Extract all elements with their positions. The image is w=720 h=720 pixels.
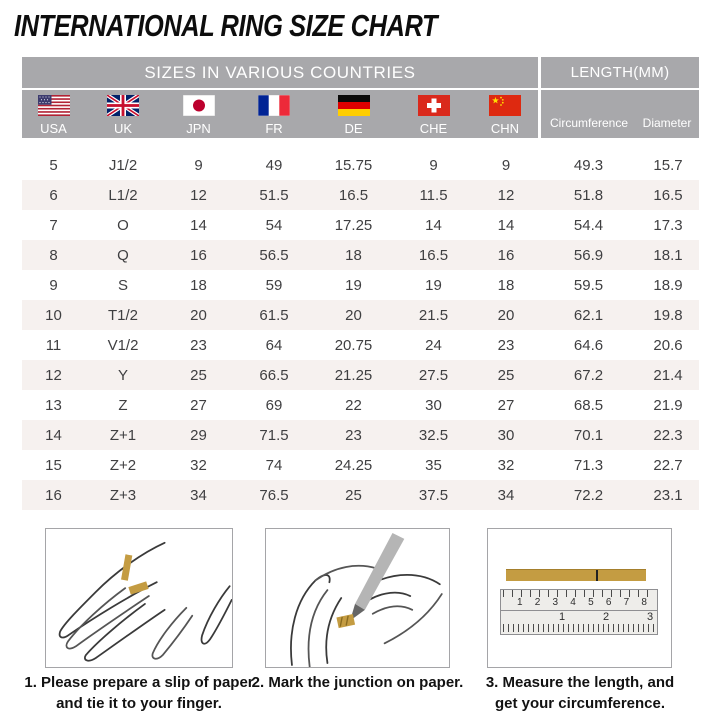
table-cell: 59 — [265, 276, 283, 294]
paper-strip — [506, 569, 646, 581]
country-label-fr: FR — [265, 121, 283, 136]
column-jpn — [161, 90, 236, 138]
table-cell: 16 — [45, 486, 62, 504]
measuring-steps — [0, 528, 720, 720]
table-cell: O — [117, 216, 129, 234]
table-cell: Z+2 — [109, 456, 137, 474]
junction-mark — [596, 570, 598, 581]
step2-illustration — [265, 528, 450, 668]
table-cell: 13 — [45, 396, 62, 414]
table-cell: 76.5 — [259, 486, 289, 504]
table-cell: 16.5 — [338, 186, 369, 204]
table-cell: 62.1 — [573, 306, 604, 324]
table-cell: L1/2 — [108, 186, 138, 204]
table-cell: 8 — [49, 246, 58, 264]
flag-chn-icon — [489, 95, 521, 116]
table-cell: Z — [118, 396, 128, 414]
table-cell: 15.7 — [653, 156, 683, 174]
table-row — [22, 210, 699, 240]
ruler-cm-ticks — [503, 590, 655, 597]
table-cell: 25 — [190, 366, 207, 384]
table-cell: 37.5 — [418, 486, 449, 504]
table-cell: 14 — [190, 216, 207, 234]
table-cell: Z+3 — [109, 486, 137, 504]
table-cell: 18 — [497, 276, 515, 294]
table-cell: 25 — [497, 366, 515, 384]
header-length-mm: LENGTH(MM) — [541, 57, 699, 88]
table-cell: 20 — [190, 306, 207, 324]
step2-caption: 2. Mark the junction on paper. — [251, 674, 464, 691]
table-cell: 25 — [345, 486, 362, 504]
ruler — [500, 589, 658, 635]
table-cell: 17.25 — [334, 216, 373, 234]
table-cell: 66.5 — [259, 366, 289, 384]
table-cell: 16 — [190, 246, 207, 264]
table-cell: 18.1 — [653, 246, 683, 264]
table-cell: 61.5 — [259, 306, 289, 324]
table-cell: 15 — [45, 456, 62, 474]
table-cell: 59.5 — [573, 276, 604, 294]
table-cell: 10 — [45, 306, 62, 324]
table-header — [22, 57, 699, 88]
table-cell: 20 — [345, 306, 362, 324]
table-cell: 54 — [265, 216, 283, 234]
table-cell: 20.6 — [653, 336, 683, 354]
table-cell: T1/2 — [107, 306, 138, 324]
table-cell: 18.9 — [653, 276, 683, 294]
table-cell: 18 — [345, 246, 362, 264]
table-cell: 30 — [425, 396, 442, 414]
page-title: INTERNATIONAL RING SIZE CHART — [14, 8, 438, 43]
table-cell: Q — [117, 246, 129, 264]
hand-with-paper-strip-illustration — [46, 529, 232, 667]
table-cell: 21.9 — [653, 396, 683, 414]
table-cell: 72.2 — [573, 486, 604, 504]
step1-caption: 1. Please prepare a slip of paper and tie it to your finger. — [24, 674, 254, 712]
table-cell: 64.6 — [573, 336, 604, 354]
table-cell: 9 — [429, 156, 438, 174]
table-cell: 34 — [497, 486, 515, 504]
column-che — [395, 90, 472, 138]
table-cell: 14 — [45, 426, 62, 444]
table-cell: S — [117, 276, 128, 294]
table-cell: 5 — [49, 156, 58, 174]
step1-illustration — [45, 528, 233, 668]
table-cell: 54.4 — [573, 216, 604, 234]
column-chn — [472, 90, 538, 138]
table-cell: 14 — [425, 216, 442, 234]
table-cell: 71.3 — [573, 456, 604, 474]
table-cell: 23 — [190, 336, 207, 354]
table-cell: Z+1 — [109, 426, 137, 444]
step3-illustration — [487, 528, 672, 668]
table-row — [22, 300, 699, 330]
table-cell: 18 — [190, 276, 207, 294]
table-cell: 20 — [497, 306, 515, 324]
table-row — [22, 360, 699, 390]
table-cell: 68.5 — [573, 396, 604, 414]
table-cell: 32.5 — [418, 426, 449, 444]
table-cell: 12 — [497, 186, 515, 204]
ring-size-table-body — [22, 150, 699, 510]
table-cell: 16.5 — [418, 246, 449, 264]
table-cell: 30 — [497, 426, 515, 444]
table-cell: 70.1 — [573, 426, 604, 444]
column-usa — [22, 90, 85, 138]
flag-usa-icon — [38, 95, 70, 116]
table-cell: 49.3 — [573, 156, 604, 174]
table-cell: 22.3 — [653, 426, 683, 444]
table-cell: 17.3 — [653, 216, 683, 234]
table-cell: 14 — [497, 216, 515, 234]
table-row — [22, 390, 699, 420]
table-cell: 20.75 — [334, 336, 373, 354]
country-label-usa: USA — [40, 121, 67, 136]
table-cell: 11.5 — [419, 186, 448, 204]
table-row — [22, 330, 699, 360]
ruler-inch-ticks — [503, 624, 655, 632]
column-label-diameter: Diameter — [642, 116, 692, 130]
table-cell: 23.1 — [653, 486, 683, 504]
table-cell: 27.5 — [418, 366, 449, 384]
table-cell: 67.2 — [573, 366, 604, 384]
table-row — [22, 450, 699, 480]
table-cell: 69 — [265, 396, 283, 414]
table-cell: 21.4 — [653, 366, 683, 384]
ruler-inch-numbers: 1 2 3 — [559, 611, 654, 623]
table-cell: V1/2 — [107, 336, 139, 354]
table-cell: 21.5 — [418, 306, 449, 324]
table-cell: 56.9 — [573, 246, 604, 264]
table-cell: 32 — [497, 456, 515, 474]
column-de — [312, 90, 395, 138]
column-fr — [236, 90, 312, 138]
flag-che-icon — [418, 95, 450, 116]
pen-icon — [355, 533, 404, 610]
table-cell: 49 — [265, 156, 283, 174]
flag-uk-icon — [107, 95, 139, 116]
table-row — [22, 150, 699, 180]
table-cell: 12 — [45, 366, 62, 384]
table-cell: 12 — [190, 186, 207, 204]
country-label-de: DE — [344, 121, 363, 136]
table-cell: 24 — [425, 336, 442, 354]
country-label-che: CHE — [419, 121, 448, 136]
table-row — [22, 480, 699, 510]
table-cell: 35 — [425, 456, 442, 474]
table-row — [22, 420, 699, 450]
column-uk — [85, 90, 161, 138]
marking-hand-with-pen-illustration — [266, 529, 449, 667]
step3-caption: 3. Measure the length, and get your circumference. — [485, 674, 675, 712]
flag-de-icon — [338, 95, 370, 116]
country-flags-row — [22, 90, 699, 138]
table-cell: 7 — [49, 216, 58, 234]
table-cell: 64 — [265, 336, 283, 354]
table-cell: 22.7 — [653, 456, 683, 474]
flag-fr-icon — [258, 95, 290, 116]
table-cell: 74 — [265, 456, 283, 474]
table-cell: 56.5 — [259, 246, 289, 264]
table-cell: 9 — [194, 156, 203, 174]
table-cell: 21.25 — [334, 366, 373, 384]
table-cell: 51.8 — [573, 186, 604, 204]
table-cell: 9 — [49, 276, 58, 294]
flag-jpn-icon — [183, 95, 215, 116]
table-cell: 23 — [497, 336, 515, 354]
table-cell: J1/2 — [108, 156, 138, 174]
country-label-jpn: JPN — [186, 121, 211, 136]
table-cell: 6 — [49, 186, 58, 204]
flags-section — [22, 90, 538, 138]
column-label-circumference: Circumference — [549, 116, 629, 130]
table-cell: 27 — [497, 396, 515, 414]
ring-size-chart-table — [22, 57, 699, 510]
table-row — [22, 180, 699, 210]
country-label-chn: CHN — [490, 121, 520, 136]
length-columns-section — [541, 90, 699, 138]
table-cell: 27 — [190, 396, 207, 414]
table-cell: 19 — [425, 276, 442, 294]
header-sizes-in-various-countries: SIZES IN VARIOUS COUNTRIES — [22, 57, 538, 88]
table-cell: 19.8 — [653, 306, 683, 324]
table-cell: 34 — [190, 486, 207, 504]
table-cell: 71.5 — [259, 426, 289, 444]
country-label-uk: UK — [113, 121, 133, 136]
table-cell: 23 — [345, 426, 362, 444]
table-cell: Y — [117, 366, 128, 384]
table-cell: 32 — [190, 456, 207, 474]
table-cell: 16 — [497, 246, 515, 264]
table-cell: 22 — [345, 396, 362, 414]
table-row — [22, 240, 699, 270]
table-cell: 29 — [190, 426, 207, 444]
table-cell: 15.75 — [334, 156, 373, 174]
ruler-cm-numbers: 1 2 3 4 5 6 7 8 — [517, 597, 647, 608]
table-cell: 16.5 — [653, 186, 683, 204]
table-cell: 19 — [345, 276, 362, 294]
table-cell: 51.5 — [259, 186, 289, 204]
table-cell: 9 — [501, 156, 511, 174]
table-cell: 11 — [45, 336, 62, 354]
table-row — [22, 270, 699, 300]
table-cell: 24.25 — [334, 456, 373, 474]
